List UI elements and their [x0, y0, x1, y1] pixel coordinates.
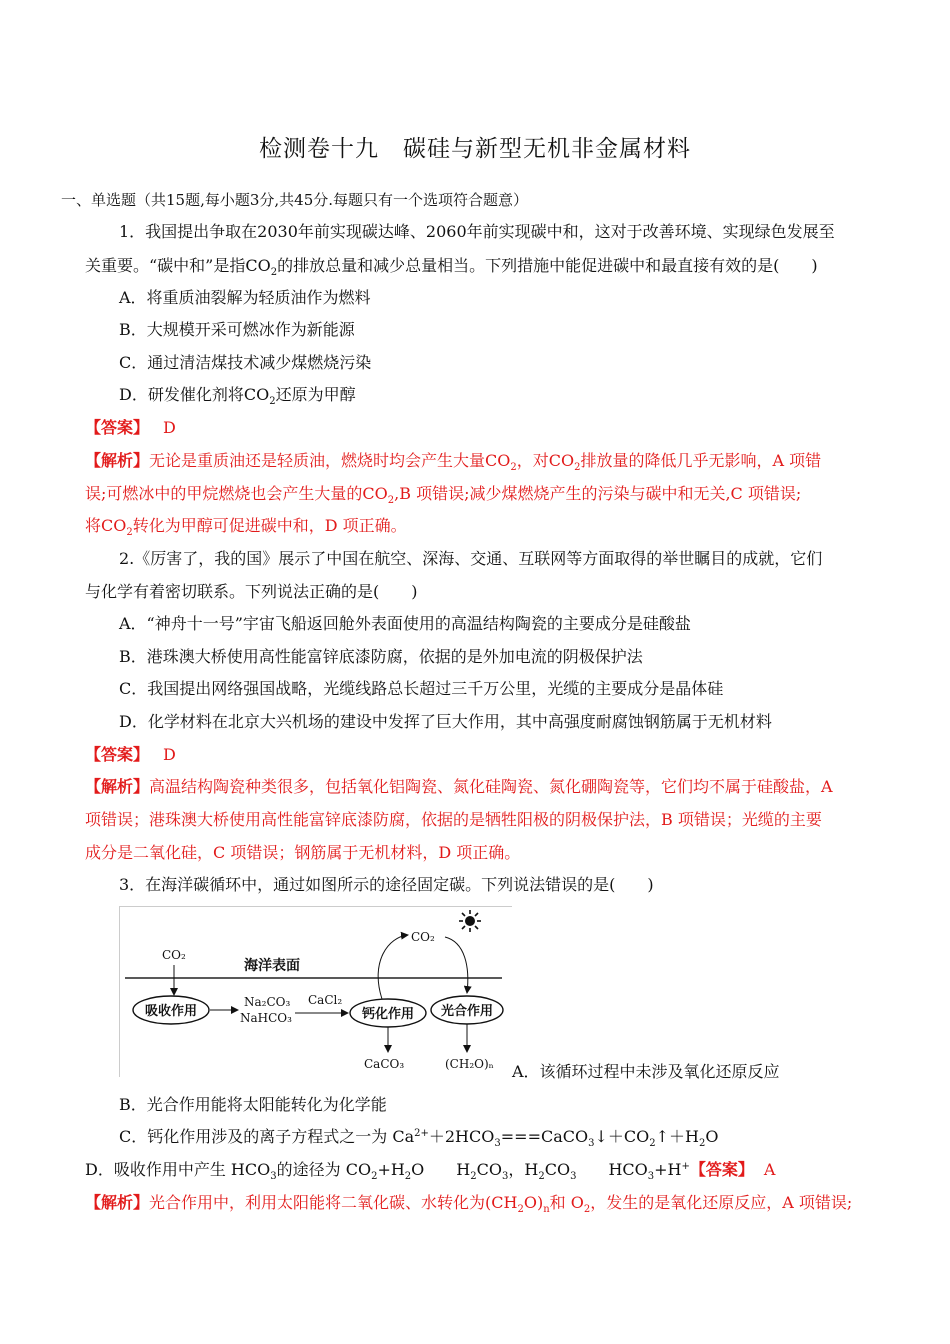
q3-analysis-line1: 【解析】光合作用中，利用太阳能将二氧化碳、水转化为$(CH_2O)_n$和 $O_2$，发生的是氧化还原反应，A 项错误;: [85, 1193, 853, 1215]
q3-option-b: B．光合作用能将太阳能转化为化学能: [119, 1095, 387, 1114]
co2-to-photosynthesis-arrow: [445, 937, 468, 993]
q2-stem-line2: 与化学有着密切联系。下列说法正确的是( ): [85, 582, 418, 601]
q2-option-d: D．化学材料在北京大兴机场的建设中发挥了巨大作用，其中高强度耐腐蚀钢筋属于无机材料: [119, 712, 772, 731]
q3-answer-tag: 【答案】: [689, 1160, 754, 1179]
q1-answer: 【答案】 D: [85, 418, 176, 437]
q2-analysis-line2: 项错误；港珠澳大桥使用高性能富锌底漆防腐，依据的是牺牲阳极的阴极保护法，B 项错误；光缆的主要: [85, 810, 822, 829]
q2-stem-line1: 2.《厉害了，我的国》展示了中国在航空、深海、交通、互联网等方面取得的举世瞩目的成就，它们: [119, 549, 823, 568]
co2-top-label: CO₂: [411, 930, 435, 944]
q1-analysis-line2: 误;可燃冰中的甲烷燃烧也会产生大量的$CO_2,B$ 项错误;减少煤燃烧产生的污染与碳中和无关,C 项错误;: [85, 484, 802, 506]
photosynthesis-label: 光合作用: [440, 1004, 494, 1019]
calcification-label: 钙化作用: [361, 1007, 415, 1022]
q2-answer: 【答案】 D: [85, 745, 176, 764]
calcification-to-co2-arrow: [378, 935, 408, 999]
q3-option-d: D．吸收作用中产生 $HCO_3$的途径为 $CO_2+H_2O$ $H_2CO_3$，$H_2CO_3$ $HCO_3+H^+$【答案】 A: [85, 1160, 776, 1182]
q3-option-c: C．钙化作用涉及的离子方程式之一为 $Ca^{2+}+2HCO_3===CaCO_3↓+CO_2↑+H_2O$: [119, 1127, 719, 1149]
q2-analysis-line1: 【解析】高温结构陶瓷种类很多，包括氧化铝陶瓷、氮化硅陶瓷、氮化硼陶瓷等，它们均不属于硅酸盐，A: [85, 777, 833, 796]
q3-stem: 3．在海洋碳循环中，通过如图所示的途径固定碳。下列说法错误的是( ): [119, 875, 654, 894]
q1-analysis-line3: 将$CO_2$转化为甲醇可促进碳中和，D 项正确。: [85, 516, 407, 538]
co2-left-label: CO₂: [162, 948, 186, 962]
q1-stem-line1: 1．我国提出争取在2030年前实现碳达峰、2060年前实现碳中和，这对于改善环境、实现绿色发展至: [119, 222, 835, 241]
ocean-surface-label: 海洋表面: [244, 958, 300, 974]
q2-option-c: C．我国提出网络强国战略，光缆线路总长超过三千万公里，光缆的主要成分是晶体硅: [119, 679, 724, 698]
q1-analysis-line1: 【解析】无论是重质油还是轻质油，燃烧时均会产生大量$CO_2$，对$CO_2$排放量的降低几乎无影响，A 项错: [85, 451, 822, 473]
q2-analysis-line3: 成分是二氧化硅，C 项错误；钢筋属于无机材料，D 项正确。: [85, 843, 521, 862]
q1-stem-line2: 关重要。“碳中和”是指$CO_2$的排放总量和减少总量相当。下列措施中能促进碳中和最直接有效的是( ): [85, 256, 818, 278]
q1-option-b: B．大规模开采可燃冰作为新能源: [119, 320, 355, 339]
q3-answer: A: [763, 1160, 776, 1179]
ch2o-label: (CH₂O)ₙ: [445, 1057, 494, 1071]
q3-option-a: A．该循环过程中未涉及氧化还原反应: [512, 1062, 780, 1081]
page-title: 检测卷十九 碳硅与新型无机非金属材料: [259, 136, 691, 162]
section-header: 一、单选题（共15题,每小题3分,共45分.每题只有一个选项符合题意）: [61, 191, 529, 209]
carbon-cycle-figure: [119, 906, 512, 1077]
absorption-label: 吸收作用: [144, 1004, 198, 1019]
sun-icon: [459, 910, 481, 932]
analysis-tag: 【解析】: [85, 451, 150, 470]
q2-option-a: A．“神舟十一号”宇宙飞船返回舱外表面使用的高温结构陶瓷的主要成分是硅酸盐: [119, 614, 691, 633]
q2-option-b: B．港珠澳大桥使用高性能富锌底漆防腐，依据的是外加电流的阴极保护法: [119, 647, 643, 666]
q1-option-a: A．将重质油裂解为轻质油作为燃料: [119, 288, 371, 307]
answer-tag: 【答案】: [85, 418, 150, 437]
na2co3-label: Na₂CO₃: [244, 995, 291, 1009]
cacl2-label: CaCl₂: [308, 993, 343, 1007]
caco3-label: CaCO₃: [364, 1057, 405, 1071]
q1-option-c: C．通过清洁煤技术减少煤燃烧污染: [119, 353, 372, 372]
q1-option-d: D．研发催化剂将$CO_2$还原为甲醇: [119, 385, 356, 407]
nahco3-label: NaHCO₃: [240, 1011, 292, 1025]
